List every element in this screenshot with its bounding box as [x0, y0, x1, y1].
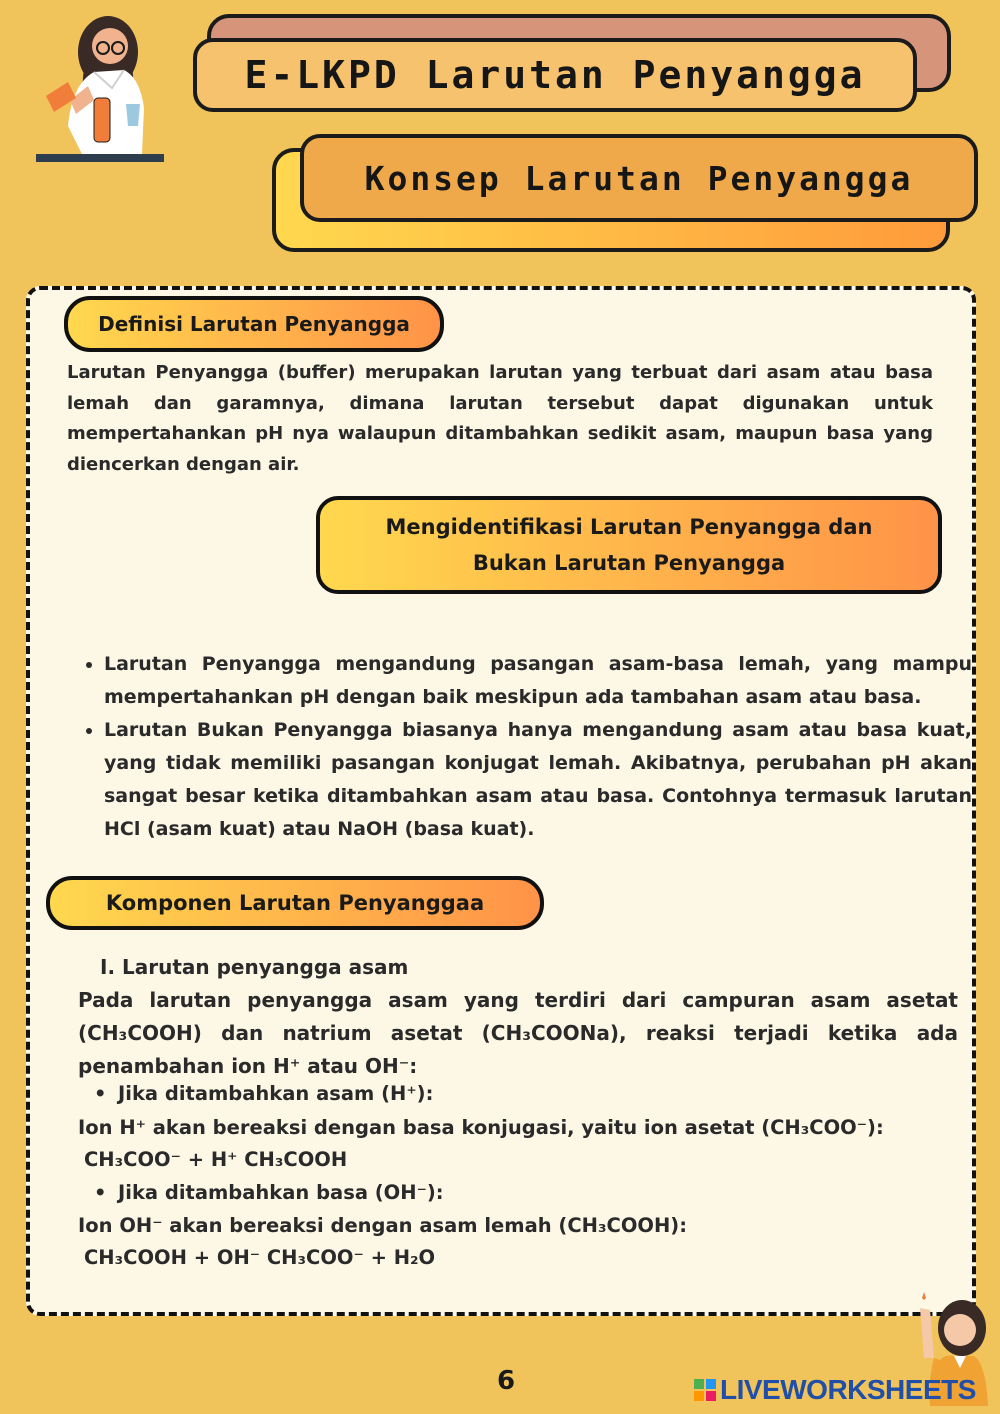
case1-label-text: Jika ditambahkan asam (H⁺):: [118, 1082, 434, 1105]
bullet-icon: •: [94, 1082, 107, 1105]
definition-heading: Definisi Larutan Penyangga: [64, 296, 444, 352]
page-title: E-LKPD Larutan Penyangga: [244, 53, 866, 97]
page-number: 6: [496, 1366, 516, 1396]
liveworksheets-logo-icon: [694, 1379, 716, 1401]
components-subheading: [100, 952, 408, 982]
brand-text: LIVEWORKSHEETS: [720, 1374, 976, 1405]
subtitle-banner: [300, 134, 978, 222]
case1-equation: CH₃COO⁻ + H⁺ CH₃COOH: [84, 1148, 348, 1171]
identify-heading: [316, 496, 942, 594]
case2-explanation: Ion OH⁻ akan bereaksi dengan asam lemah (CH₃COOH):: [78, 1214, 688, 1237]
components-intro: Pada larutan penyangga asam yang terdiri dari campuran asam asetat (CH₃COOH) dan natrium asetat (CH₃COONa), reaksi terjadi ketika ada penambahan ion H⁺ atau OH⁻:: [78, 988, 958, 1078]
page-subtitle: Konsep Larutan Penyangga: [364, 158, 914, 198]
case2-label-text: Jika ditambahkan basa (OH⁻):: [118, 1181, 444, 1204]
header-banner: [193, 38, 917, 112]
case1-label: [94, 1082, 433, 1105]
case2-equation: CH₃COOH + OH⁻ CH₃COO⁻ + H₂O: [84, 1246, 436, 1269]
identify-heading-line1: Mengidentifikasi Larutan Penyangga dan: [385, 515, 873, 539]
components-heading: Komponen Larutan Penyanggaa: [46, 876, 544, 930]
list-item: • Larutan Penyangga mengandung pasangan asam-basa lemah, yang mampu mempertahankan pH dengan baik meskipun ada tambahan asam atau basa.: [104, 648, 972, 714]
definition-text: Larutan Penyangga (buffer) merupakan larutan yang terbuat dari asam atau basa lemah dan garamnya, dimana larutan tersebut dapat digunakan untuk mempertahankan pH nya walaupun ditambahkan sedikit asam, maupun basa yang diencerkan dengan air.: [67, 362, 933, 475]
subheading-text: Larutan penyangga asam: [122, 955, 409, 979]
case1-explanation: Ion H⁺ akan bereaksi dengan basa konjugasi, yaitu ion asetat (CH₃COO⁻):: [78, 1116, 884, 1139]
identify-bullet-list: [80, 648, 972, 846]
case2-label: [94, 1181, 444, 1204]
brand-watermark[interactable]: [694, 1374, 976, 1406]
subheading-number: I.: [100, 955, 116, 979]
identify-heading-line2: Bukan Larutan Penyangga: [472, 551, 786, 575]
list-item: • Larutan Bukan Penyangga biasanya hanya mengandung asam atau basa kuat, yang tidak memiliki pasangan konjugat lemah. Akibatnya, perubahan pH akan sangat besar ketika ditambahkan asam atau basa. Contohnya termasuk larutan HCl (asam kuat) atau NaOH (basa kuat).: [104, 714, 972, 846]
scientist-illustration: [32, 8, 168, 168]
bullet-icon: •: [94, 1181, 107, 1204]
